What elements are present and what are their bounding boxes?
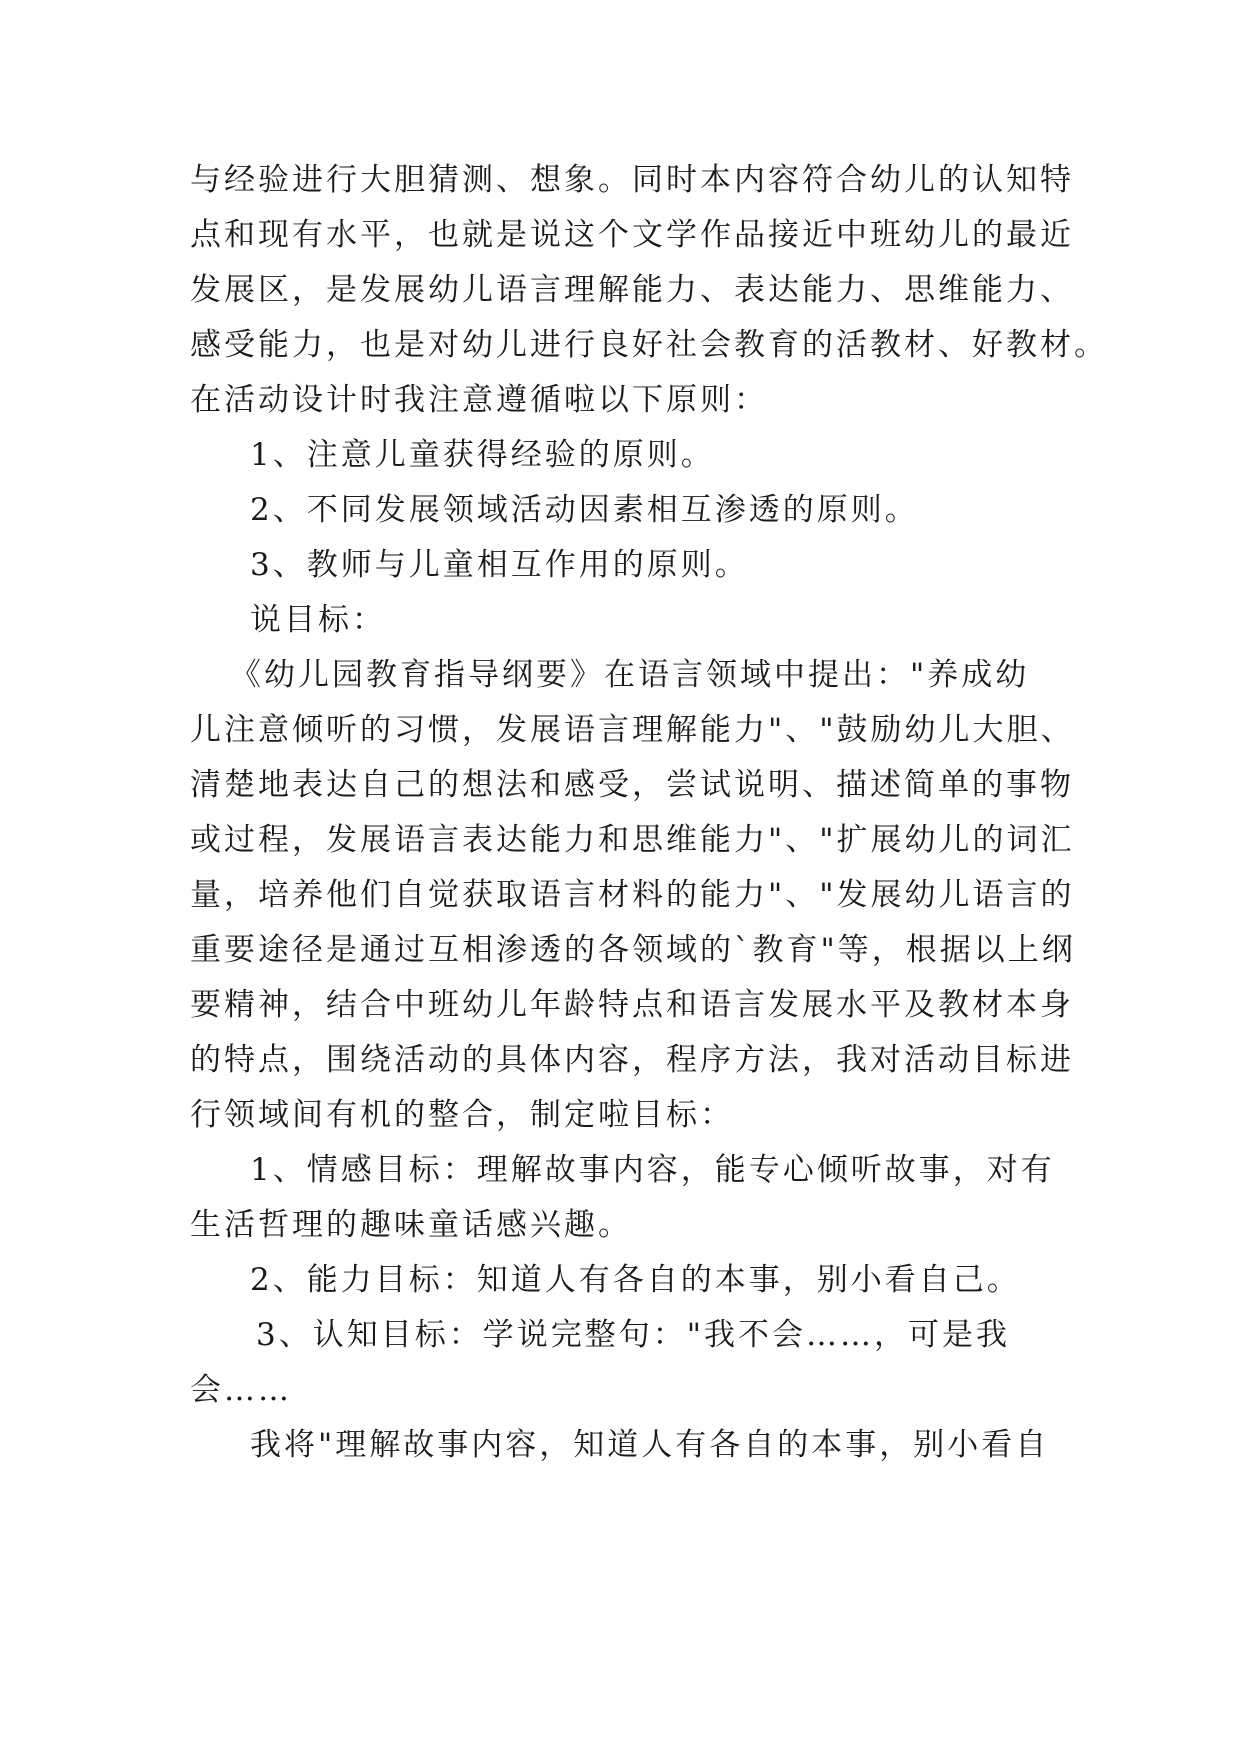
- goal-item: 3、认知目标：学说完整句："我不会……，可是我: [256, 1317, 1010, 1353]
- text-line: 在活动设计时我注意遵循啦以下原则：: [190, 382, 768, 418]
- principle-item: 2、不同发展领域活动因素相互渗透的原则。: [250, 492, 919, 528]
- text-line: 会……: [190, 1372, 292, 1408]
- text-line: 要精神，结合中班幼儿年龄特点和语言发展水平及教材本身: [190, 987, 1074, 1023]
- text-line: 行领域间有机的整合，制定啦目标：: [190, 1097, 734, 1133]
- principle-item: 1、注意儿童获得经验的原则。: [250, 437, 715, 473]
- text-line: 或过程，发展语言表达能力和思维能力"、"扩展幼儿的词汇: [190, 822, 1075, 858]
- text-line: 重要途径是通过互相渗透的各领域的`教育"等，根据以上纲: [190, 932, 1076, 968]
- principle-item: 3、教师与儿童相互作用的原则。: [250, 547, 749, 583]
- text-line: 量，培养他们自觉获取语言材料的能力"、"发展幼儿语言的: [190, 877, 1075, 913]
- text-line: 与经验进行大胆猜测、想象。同时本内容符合幼儿的认知特: [190, 162, 1074, 198]
- text-line: 生活哲理的趣味童话感兴趣。: [190, 1207, 632, 1243]
- goal-item: 1、情感目标：理解故事内容，能专心倾听故事，对有: [250, 1152, 1055, 1188]
- text-line: 我将"理解故事内容，知道人有各自的本事，别小看自: [250, 1427, 1050, 1463]
- text-line: 的特点，围绕活动的具体内容，程序方法，我对活动目标进: [190, 1042, 1074, 1078]
- text-line: 儿注意倾听的习惯，发展语言理解能力"、"鼓励幼儿大胆、: [190, 712, 1075, 748]
- text-line: 点和现有水平，也就是说这个文学作品接近中班幼儿的最近: [190, 217, 1074, 253]
- text-line: 感受能力，也是对幼儿进行良好社会教育的活教材、好教材。: [190, 327, 1108, 363]
- goal-item: 2、能力目标：知道人有各自的本事，别小看自己。: [250, 1262, 1021, 1298]
- text-line: 清楚地表达自己的想法和感受，尝试说明、描述简单的事物: [190, 767, 1074, 803]
- section-heading: 说目标：: [250, 602, 386, 638]
- text-line: 《幼儿园教育指导纲要》在语言领域中提出："养成幼: [230, 657, 1030, 693]
- text-line: 发展区，是发展幼儿语言理解能力、表达能力、思维能力、: [190, 272, 1074, 308]
